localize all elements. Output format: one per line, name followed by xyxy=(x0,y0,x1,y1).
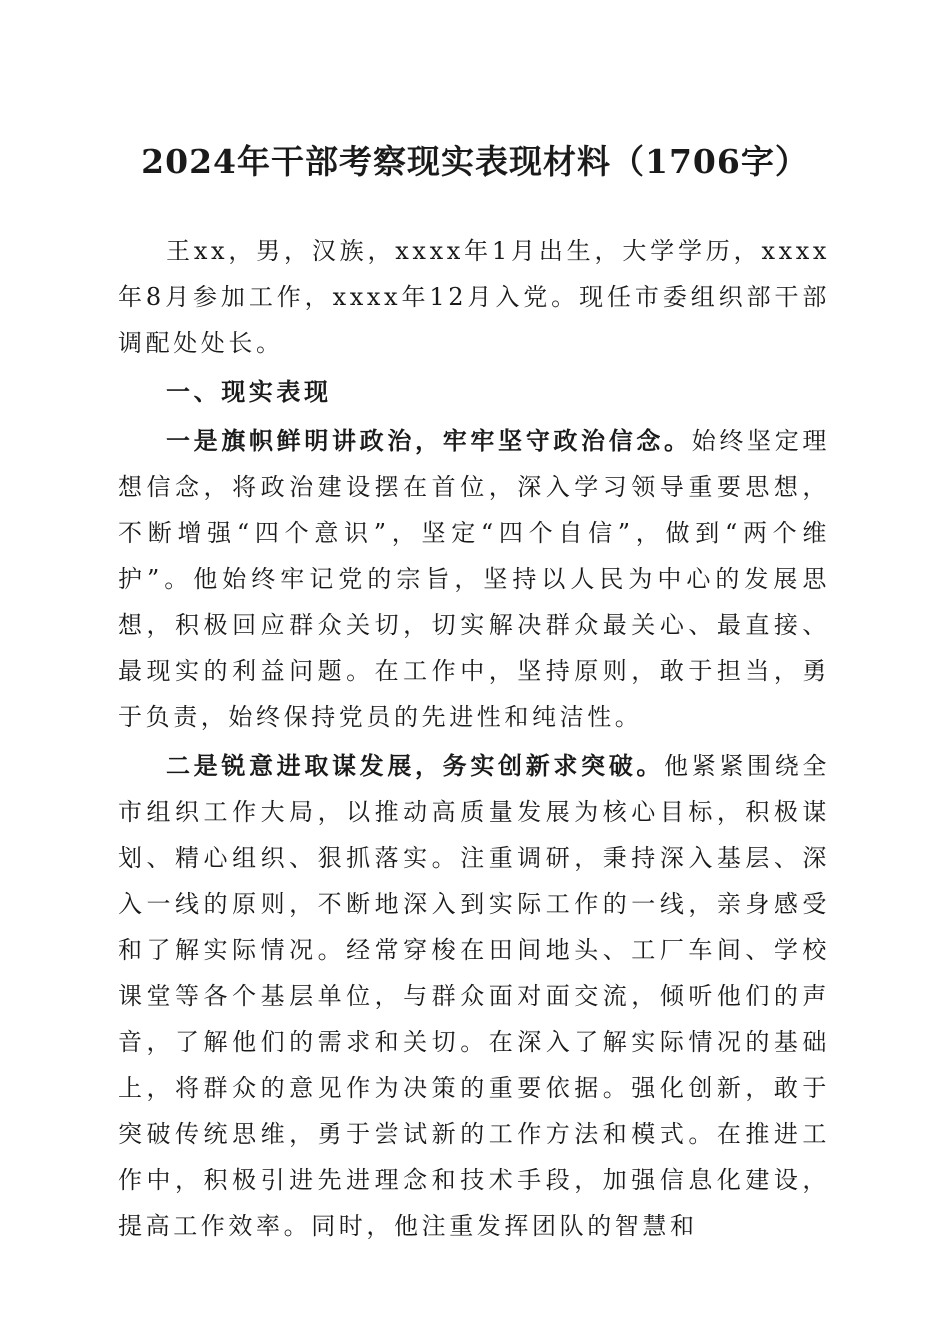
paragraph-lead: 二是锐意进取谋发展，务实创新求突破。 xyxy=(166,751,665,780)
paragraph-text: 他紧紧围绕全市组织工作大局，以推动高质量发展为核心目标，积极谋划、精心组织、狠抓落实。注重调研，秉持深入基层、深入一线的原则，不断地深入到实际工作的一线，亲身感受和了解实际情况。经常穿梭在田间地头、工厂车间、学校课堂等各个基层单位，与群众面对面交流，倾听他们的声音，了解他们的需求和关切。在深入了解实际情况的基础上，将群众的意见作为决策的重要依据。强化创新，敢于突破传统思维，勇于尝试新的工作方法和模式。在推进工作中，积极引进先进理念和技术手段，加强信息化建设，提高工作效率。同时，他注重发挥团队的智慧和 xyxy=(118,752,830,1240)
section-heading-paragraph xyxy=(118,369,830,415)
intro-paragraph: 王xx，男，汉族，xxxx年1月出生，大学学历，xxxx年8月参加工作，xxxx年12月入党。现任市委组织部干部调配处处长。 xyxy=(118,237,830,357)
document-title: 2024年干部考察现实表现材料（1706字） xyxy=(141,142,809,181)
paragraph-lead: 一是旗帜鲜明讲政治，牢牢坚守政治信念。 xyxy=(166,426,692,455)
paragraph-development xyxy=(118,743,830,1249)
section-heading: 一、现实表现 xyxy=(166,377,332,406)
paragraph-political xyxy=(118,418,830,740)
document-body xyxy=(118,228,830,1249)
paragraph-text: 始终坚定理想信念，将政治建设摆在首位，深入学习领导重要思想，不断增强“四个意识”，坚定“四个自信”，做到“两个维护”。他始终牢记党的宗旨，坚持以人民为中心的发展思想，积极回应群众关切，切实解决群众最关心、最直接、最现实的利益问题。在工作中，坚持原则，敢于担当，勇于负责，始终保持党员的先进性和纯洁性。 xyxy=(118,427,830,731)
